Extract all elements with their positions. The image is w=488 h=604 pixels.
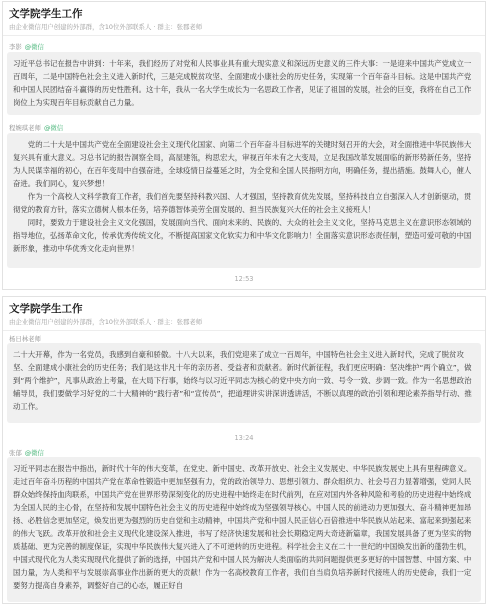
message-text: 习近平同志在报告中指出，新时代十年的伟大变革，在党史、新中国史、改革开放史、社会主义发展史、中华民族发展史上具有里程碑意义。走过百年奋斗历程的中国共产党在革命性锻造中更加坚强有力，党的政治领导力、思想引领力、群众组织力、社会号召力显著增强，党同人民群众始终保持血肉联系，中国共产党在世界形势深刻变化的历史进程中始终走在时代前列，在应对国内外各种风险和考验的历史进程中始终成为全国人民的主心骨，在坚持和发展中国特色社会主义的历史进程中始终成为坚强领导核心。中国人民的前进动力更加强大、奋斗精神更加昂扬、必胜信念更加坚定，焕发出更为强烈的历史自觉和主动精神，中国共产党和中国人民正信心百倍推进中华民族从站起来、富起来到强起来的伟大飞跃。改革开放和社会主义现代化建设深入推进，书写了经济快速发展和社会长期稳定两大奇迹新篇章，我国发展具备了更为坚实的物质基础、更为完善的制度保证，实现中华民族伟大复兴进入了不可逆转的历史进程。科学社会主义在二十一世纪的中国焕发出新的蓬勃生机，中国式现代化为人类实现现代化提供了新的选择，中国共产党和中国人民为解决人类面临的共同问题提供更多更好的中国智慧、中国方案、中国力量，为人类和平与发展崇高事业作出新的更大的贡献！作为一名高校教育工作者，我们自当肩负培养新时代接班人的历史使命，我们一定要努力提高自身素养，调整好自己的心态，履正好自 [13,464,472,590]
message-text: 同时，要致力于建设社会主义文化强国，发展面向当代、面向未来的、民族的、大众的社会主义文化，坚持马克思主义在意识形态领域的指导地位，弘扬革命文化，传承优秀传统文化，不断提高国家文化软实力和中华文化影响力！全面落实意识形态责任制，塑造可爱可敬的中国新形象，推动中华优秀文化走向世界！ [13,218,472,253]
sender-name[interactable]: 张郁 [9,449,22,457]
header-divider [3,35,485,36]
message-text: 作为一个高校人文科学教育工作者，我们首先要坚持科教兴国、人才强国，坚持教育优先发展，坚持科技自立自强深入人才创新驱动，贯彻党的教育方针，落实立德树人根本任务，培养德智体美劳全面发展的、担当民族复兴大任的社会主义接班人！ [13,192,472,214]
group-subtitle: 由企业微信用户创建的外部群，含10位外部联系人 · 群主：张郡老师 [9,23,203,31]
message-sender[interactable] [9,123,63,132]
message-text: 习近平总书记在报告中讲到：十年来，我们经历了对党和人民事业具有重大现实意义和深远历史意义的三件大事：一是迎来中国共产党成立一百周年，二是中国特色社会主义进入新时代，三是完成脱贫攻坚、全面建成小康社会的历史任务，实现第一个百年奋斗目标。这是中国共产党和中国人民团结奋斗赢得的历史性胜利。这十年，我从一名大学生成长为一名思政工作者，见证了祖国的发展，社会的巨变，我将在自己工作岗位上为实现百年目标贡献自己力量。 [13,59,472,107]
wechat-tag: @微信 [43,124,64,132]
time-divider: 13:24 [234,434,254,442]
message-sender[interactable] [9,448,44,457]
sender-name[interactable]: 李影 [9,43,22,51]
message-bubble[interactable] [7,343,481,423]
wechat-tag: @微信 [24,449,44,457]
message-bubble[interactable] [7,457,481,602]
message-text: 党的二十大是中国共产党在全面建设社会主义现代化国家、向第二个百年奋斗目标进军的关键时刻召开的大会，对全面推进中华民族伟大复兴具有重大意义。习总书记的报告洞察全局，高屋建瓴，构思宏大，审视百年未有之大变局，立足我国改革发展面临的新形势新任务，坚持为人民谋幸福的初心，在百年变局中自强奋进，全球疫情日益蔓延之时，为全党和全国人民指明方向，明确任务，提出措施。鼓舞人心，催人奋进。我们同心，复兴梦想！ [13,140,472,188]
message-bubble[interactable] [7,133,481,268]
wechat-tag: @微信 [24,43,44,51]
sender-name[interactable]: 杨日林老师 [9,335,41,343]
sender-name[interactable]: 程婉琪老师 [9,124,41,132]
message-text: 二十大开幕，作为一名党员，我感到自豪和骄傲。十八大以来，我们党迎来了成立一百周年，中国特色社会主义进入新时代，完成了脱贫攻坚、全面建成小康社会的历史任务；我们是这非凡十年的亲历者、受益者和贡献者。新时代新征程，我们更应明确：坚决维护“两个确立”，做到“两个维护”，凡事从政治上考量，在大局下行事，始终与以习近平同志为核心的党中央方向一致、号令一致、步调一致。作为一名思想政治辅导员，我们要做学习好党的二十大精神的“践行者”和“宣传员”，把道理讲实讲深讲透讲活，不断以真理的政治引领和理论素养指导行动、推动工作。 [13,350,472,411]
group-subtitle: 由企业微信用户创建的外部群，含10位外部联系人 · 群主：张郡老师 [9,318,203,326]
group-title[interactable]: 文学院学生工作 [9,8,83,20]
group-title[interactable]: 文学院学生工作 [9,303,83,315]
header-divider [3,330,485,331]
time-divider: 12:53 [234,275,254,283]
chat-window [2,1,486,290]
message-sender[interactable] [9,334,41,343]
chat-window [2,296,486,604]
message-sender[interactable] [9,42,44,51]
message-bubble[interactable] [7,52,481,115]
